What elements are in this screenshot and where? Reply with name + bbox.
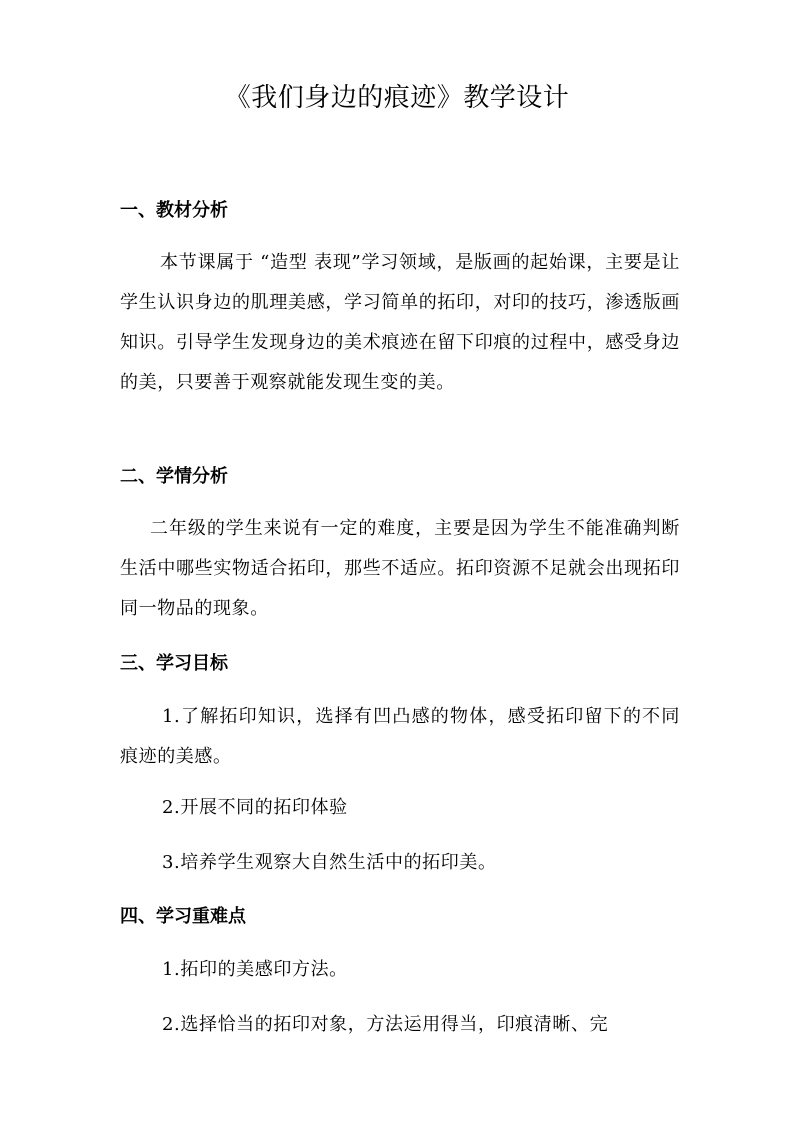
learning-goal-item: 2.开展不同的拓印体验	[162, 797, 348, 818]
key-difficulty-item: 2.选择恰当的拓印对象，方法运用得当，印痕清晰、完	[162, 1014, 609, 1035]
document-title: 《我们身边的痕迹》教学设计	[224, 83, 570, 113]
section-heading-key-difficulties: 四、学习重难点	[120, 906, 246, 927]
section-paragraph-textbook-analysis: 本节课属于 “造型 表现”学习领域，是版画的起始课，主要是让学生认识身边的肌理美感，学习简单的拓印，对印的技巧，渗透版画知识。引导学生发现身边的美术痕迹在留下印痕的过程中，感受身边的美，只要善于观察就能发现生变的美。	[120, 252, 680, 393]
section-heading-textbook-analysis: 一、教材分析	[120, 200, 228, 221]
learning-goal-item: 1.了解拓印知识，选择有凹凸感的物体，感受拓印留下的不同痕迹的美感。	[120, 706, 680, 767]
section-paragraph-student-analysis: 二年级的学生来说有一定的难度，主要是因为学生不能准确判断生活中哪些实物适合拓印，那些不适应。拓印资源不足就会出现拓印同一物品的现象。	[120, 518, 680, 619]
section-heading-student-analysis: 二、学情分析	[120, 466, 228, 487]
section-heading-learning-goals: 三、学习目标	[120, 653, 228, 674]
learning-goal-item: 3.培养学生观察大自然生活中的拓印美。	[162, 852, 497, 873]
key-difficulty-item: 1.拓印的美感印方法。	[162, 959, 348, 980]
